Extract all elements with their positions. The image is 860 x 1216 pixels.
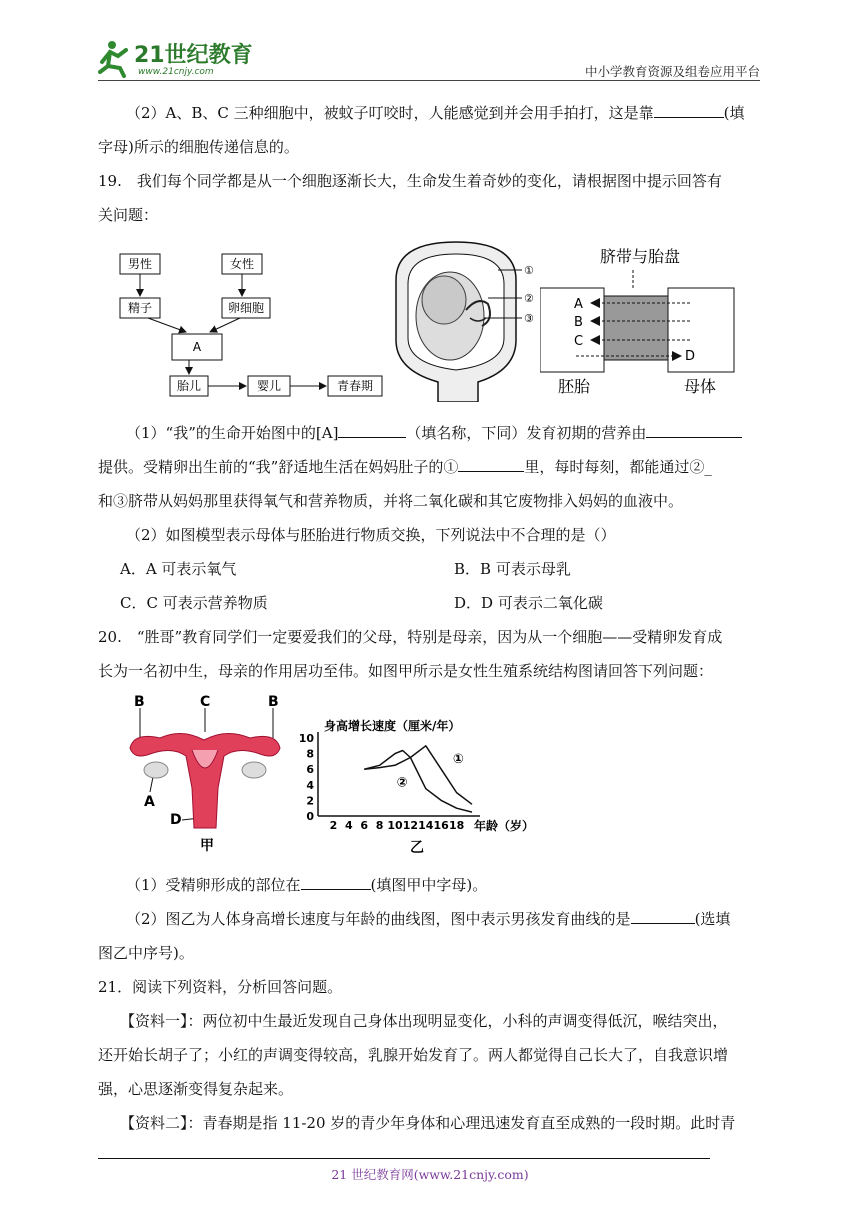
placenta-mother-label: 母体 bbox=[683, 377, 717, 396]
x-tick-label: 14 bbox=[418, 819, 434, 832]
figure-caption-yi: 乙 bbox=[410, 840, 424, 854]
q19-1-line2: 提供。受精卵出生前的“我”舒适地生活在妈妈肚子的① 里，每时每刻，都能通过②_ bbox=[98, 458, 712, 476]
blank[interactable] bbox=[338, 422, 406, 438]
chart-ticks bbox=[299, 732, 465, 832]
growth-speed-chart bbox=[296, 712, 536, 854]
q19-1-line3: 和③脐带从妈妈那里获得氧气和营养物质，并将二氧化碳和其它废物排入妈妈的血液中。 bbox=[98, 492, 684, 510]
chart-series-labels bbox=[397, 752, 464, 790]
q21-stem: 21．阅读下列资料，分析回答问题。 bbox=[98, 978, 343, 996]
placenta-title: 脐带与胎盘 bbox=[599, 247, 681, 266]
chart-xlabel: 年龄（岁） bbox=[474, 819, 535, 833]
q18-2-line2: 字母)所示的细胞传递信息的。 bbox=[98, 138, 299, 156]
blank[interactable] bbox=[458, 456, 524, 472]
blank[interactable] bbox=[301, 874, 371, 890]
q19-stem-line1: 19. 我们每个同学都是从一个细胞逐渐长大，生命发生着奇妙的变化，请根据图中提示回答有 bbox=[98, 172, 722, 190]
y-tick-label: 0 bbox=[306, 810, 314, 823]
x-tick-label: 10 bbox=[387, 819, 403, 832]
blank[interactable] bbox=[654, 102, 724, 118]
flow-a: A bbox=[192, 340, 202, 354]
platform-name: 中小学教育资源及组卷应用平台 bbox=[584, 64, 760, 79]
organ-label-b-right: B bbox=[268, 694, 279, 710]
q19-2-stem: （2）如图模型表示母体与胚胎进行物质交换，下列说法中不合理的是（） bbox=[126, 526, 616, 544]
flow-fetus: 胎儿 bbox=[176, 379, 202, 393]
flow-puberty: 青春期 bbox=[336, 379, 374, 393]
runner-icon bbox=[100, 41, 126, 76]
x-tick-label: 4 bbox=[344, 819, 353, 832]
y-tick-label: 10 bbox=[298, 732, 314, 745]
header-rule bbox=[98, 80, 760, 81]
option-b[interactable]: B．B 可表示母乳 bbox=[454, 560, 571, 578]
series-label-2: ② bbox=[396, 775, 408, 791]
organ-label-b-left: B bbox=[134, 694, 145, 710]
material-1-line2: 还开始长胡子了；小红的声调变得较高，乳腺开始发育了。两人都觉得自己长大了，自我意识增 bbox=[98, 1046, 729, 1064]
female-reproductive-figure bbox=[120, 688, 300, 854]
footer-text[interactable]: 21 世纪教育网(www.21cnjy.com) bbox=[331, 1167, 529, 1182]
material-1-line3: 强，心思逐渐变得复杂起来。 bbox=[98, 1080, 294, 1098]
uterus-label-2: ② bbox=[524, 292, 534, 305]
option-a[interactable]: A．A 可表示氧气 bbox=[120, 560, 237, 578]
chart-axes bbox=[318, 732, 480, 816]
series-label-1: ① bbox=[452, 751, 464, 767]
x-tick-label: 18 bbox=[448, 819, 465, 832]
placenta-label-b: B bbox=[574, 315, 583, 330]
material-2-line1: 【资料二】：青春期是指 11-20 岁的青少年身体和心理迅速发育直至成熟的一段时期。此时青 bbox=[120, 1114, 736, 1132]
blank[interactable] bbox=[631, 908, 695, 924]
q20-2-line1: （2）图乙为人体身高增长速度与年龄的曲线图，图中表示男孩发育曲线的是 (选填 bbox=[126, 910, 731, 928]
q18-2-line1: （2）A、B、C 三种细胞中，被蚊子叮咬时，人能感觉到并会用手拍打，这是靠 (填 bbox=[126, 104, 745, 122]
q20-stem-line2: 长为一名初中生，母亲的作用居功至伟。如图甲所示是女性生殖系统结构图请回答下列问题： bbox=[98, 662, 714, 680]
site-logo bbox=[98, 38, 263, 78]
footer-rule bbox=[98, 1158, 710, 1159]
logo-text: 21世纪教育 bbox=[134, 43, 253, 68]
organ-label-d: D bbox=[170, 812, 182, 828]
flow-male: 男性 bbox=[127, 257, 153, 271]
y-tick-label: 8 bbox=[306, 747, 314, 761]
x-tick-label: 6 bbox=[360, 819, 369, 832]
placenta-label-a: A bbox=[574, 297, 583, 312]
y-tick-label: 4 bbox=[306, 778, 314, 792]
organ-label-c: C bbox=[200, 694, 211, 710]
flow-egg: 卵细胞 bbox=[227, 301, 265, 315]
figure-caption-jia: 甲 bbox=[200, 838, 214, 854]
flow-female: 女性 bbox=[229, 257, 255, 271]
option-d[interactable]: D．D 可表示二氧化碳 bbox=[454, 594, 603, 612]
material-1-line1: 【资料一】：两位初中生最近发现自己身体出现明显变化，小科的声调变得低沉，喉结突出， bbox=[120, 1012, 728, 1030]
blank[interactable] bbox=[646, 422, 742, 438]
uterus-label-1: ① bbox=[524, 264, 534, 277]
uterus-fetus-figure bbox=[386, 240, 546, 402]
logo-url: www.21cnjy.com bbox=[138, 67, 214, 77]
x-tick-label: 16 bbox=[433, 819, 449, 832]
option-c[interactable]: C．C 可表示营养物质 bbox=[120, 594, 268, 612]
uterus-label-3: ③ bbox=[524, 312, 534, 325]
q20-1: （1）受精卵形成的部位在 (填图甲中字母)。 bbox=[126, 876, 488, 894]
q19-1-line1: （1）“我”的生命开始图中的[A] （填名称，下同）发育初期的营养由 bbox=[98, 420, 762, 446]
y-tick-label: 6 bbox=[306, 763, 314, 777]
flow-baby: 婴儿 bbox=[256, 379, 282, 393]
x-tick-label: 8 bbox=[375, 819, 384, 832]
organ-label-a: A bbox=[144, 794, 155, 810]
placenta-label-c: C bbox=[574, 334, 584, 349]
x-tick-label: 12 bbox=[402, 819, 419, 832]
q20-stem-line1: 20. “胜哥”教育同学们一定要爱我们的父母，特别是母亲，因为从一个细胞——受精卵发育成 bbox=[98, 628, 723, 646]
x-tick-label: 2 bbox=[329, 819, 338, 832]
q20-2-line2: 图乙中序号)。 bbox=[98, 944, 194, 962]
placenta-label-d: D bbox=[685, 349, 696, 364]
placenta-exchange-model bbox=[540, 240, 740, 402]
chart-title: 身高增长速度（厘米/年） bbox=[324, 719, 461, 733]
fertilization-flowchart bbox=[118, 250, 388, 400]
q19-stem-line2: 关问题： bbox=[98, 206, 159, 224]
placenta-embryo-label: 胚胎 bbox=[557, 377, 591, 396]
flow-sperm: 精子 bbox=[127, 301, 153, 315]
y-tick-label: 2 bbox=[306, 794, 314, 808]
